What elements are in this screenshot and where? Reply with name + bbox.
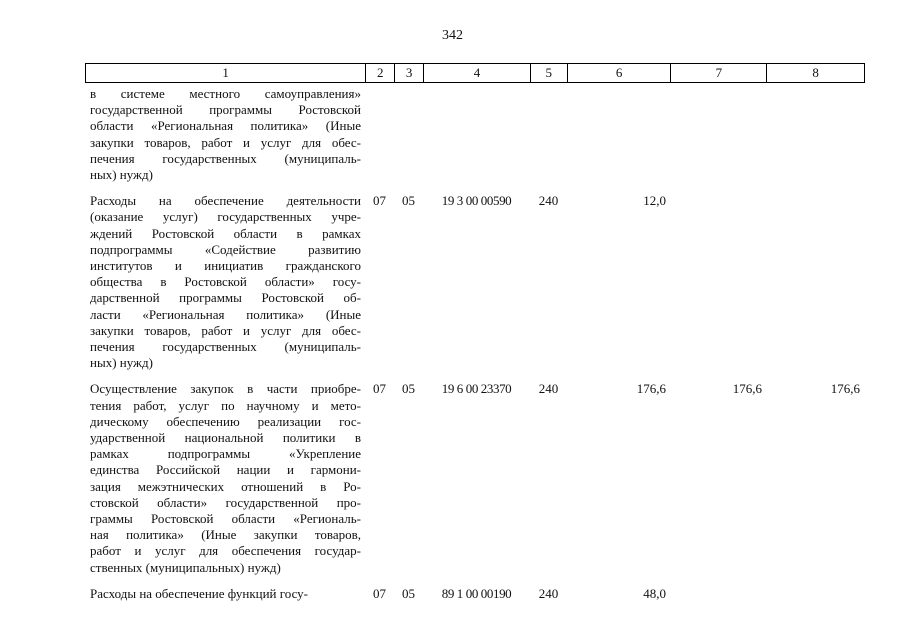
column-header-1: 1 [222,65,229,80]
description-line: тения работ, услуг по научному и мето- [90,397,361,413]
description-line: ждений Ростовской области в рамках [90,225,361,241]
amount-column-6: 48,0 [643,585,666,601]
amount-column-7: 176,6 [732,381,762,397]
description-line: ласти «Региональная политика» (Иные [90,306,361,322]
amount-column-8 [767,193,865,371]
description-line: дарственной программы Ростовской об- [90,290,361,306]
table-row [85,86,865,183]
description-line: ных) нужд) [90,167,153,183]
target-article-code: 89 1 00 00190 [441,585,512,601]
amount-column-7 [671,86,767,183]
expense-type-code: 240 [538,381,559,397]
subsection-code: 05 [402,585,415,601]
description-line: граммы Ростовской области «Региональ- [90,511,361,527]
table-body [85,86,865,612]
description-line: в системе местного самоуправления» [90,86,361,101]
column-header-4: 4 [423,64,530,82]
amount-column-6 [567,86,671,183]
description-line: ственных (муниципальных) нужд) [90,559,281,575]
description-line: (оказание услуг) государственных учре- [90,209,361,225]
description-line: закупки товаров, работ и услуг для обес- [90,134,361,150]
expense-type-code [530,86,567,183]
row-description [85,586,365,602]
amount-column-7 [671,193,767,371]
section-code: 07 [373,381,386,397]
table-row [85,193,865,371]
table-row [85,381,865,575]
amount-column-8 [767,586,865,602]
column-header-3: 3 [394,64,423,82]
column-header-2: 2 [365,64,394,82]
subsection-code: 05 [402,381,415,397]
row-description [85,193,365,371]
expense-type-code: 240 [538,585,559,601]
description-line: подпрограммы «Содействие развитию [90,241,361,257]
description-line: стовской области» государственной про- [90,494,361,510]
description-line: институтов и инициатив гражданского [90,258,361,274]
description-line: зация межэтнических отношений в Ро- [90,478,361,494]
amount-column-6: 176,6 [636,381,666,397]
table-header [85,63,865,83]
target-article-code [423,86,530,183]
subsection-code: 05 [402,193,415,209]
description-line: дическому обеспечению реализации гос- [90,413,361,429]
column-header-5: 5 [530,64,567,82]
description-line: ных) нужд) [90,355,153,371]
description-line: закупки товаров, работ и услуг для обес- [90,322,361,338]
description-line: области «Региональная политика» (Иные [90,118,361,134]
table-row [85,586,865,602]
amount-column-7 [671,586,767,602]
amount-column-8 [767,86,865,183]
page-number: 342 [442,28,463,43]
amount-column-8: 176,6 [830,381,860,397]
description-line: рамках подпрограммы «Укрепление [90,446,361,462]
description-line: единства Российской нации и гармони- [90,462,361,478]
description-line: Осуществление закупок в части приобре- [90,381,361,397]
description-line: общества в Ростовской области» госу- [90,274,361,290]
description-line: Расходы на обеспечение функций госу- [90,585,309,601]
row-description [85,381,365,575]
row-description [85,86,365,183]
section-code: 07 [373,585,386,601]
subsection-code [394,86,423,183]
target-article-code: 19 6 00 23370 [441,381,512,397]
description-line: государственной программы Ростовской [90,102,361,118]
description-line: Расходы на обеспечение деятельности [90,193,361,209]
description-line: печения государственных (муниципаль- [90,150,361,166]
expense-type-code: 240 [538,193,559,209]
target-article-code: 19 3 00 00590 [441,193,512,209]
section-code [365,86,394,183]
column-header-6: 6 [567,64,671,82]
description-line: работ и услуг для обеспечения государ- [90,543,361,559]
column-header-8: 8 [766,64,864,82]
column-header-7: 7 [670,64,766,82]
amount-column-6: 12,0 [643,193,666,209]
description-line: ная политика» (Иные закупки товаров, [90,527,361,543]
description-line: ударственной национальной политики в [90,430,361,446]
section-code: 07 [373,193,386,209]
description-line: печения государственных (муниципаль- [90,339,361,355]
